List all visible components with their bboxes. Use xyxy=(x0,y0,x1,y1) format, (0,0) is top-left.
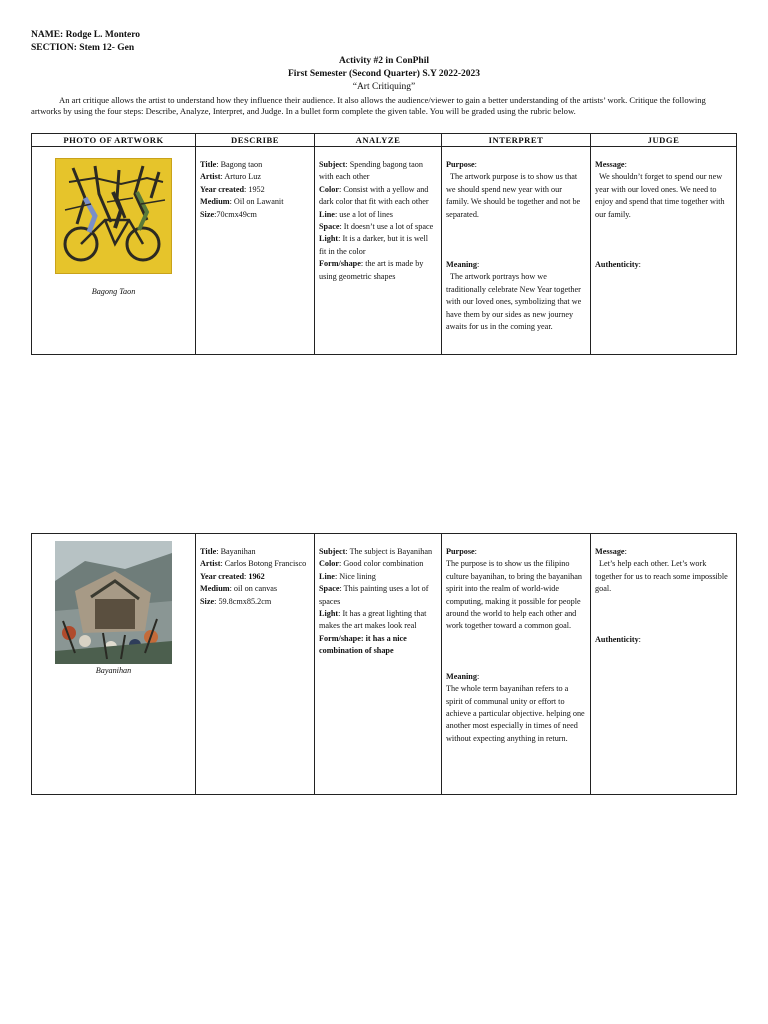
describe-artist: Artist: Carlos Botong Francisco xyxy=(200,559,307,569)
analyze-color: Color: Consist with a yellow and dark color that fit with each other xyxy=(319,184,429,207)
photo-cell xyxy=(32,534,196,795)
analyze-space: Space: It doesn’t use a lot of space xyxy=(319,222,434,232)
artwork-image-bayanihan xyxy=(55,541,172,664)
interpret-meaning: The artwork portrays how we traditionally celebrate New Year together with our loved ones, symbolizing that we have them by our sides as new journey awaits for us in the coming year. xyxy=(446,272,582,332)
describe-size: Size:70cmx49cm xyxy=(200,209,257,219)
judge-message: Let’s help each other. Let’s work together for us to reach some impossible goal. xyxy=(595,559,728,594)
describe-size: Size: 59.8cmx85.2cm xyxy=(200,596,272,606)
critique-table-1 xyxy=(31,133,737,355)
interpret-purpose-label: Purpose: xyxy=(446,547,477,556)
analyze-subject: Subject: Spending bagong taon with each other xyxy=(319,160,423,182)
judge-authenticity-label: Authenticity: xyxy=(595,260,641,270)
interpret-meaning: The whole term bayanihan refers to a spirit of communal unity or effort to achieve a particular objective. helping one another most especially in times of need without expecting anything in return. xyxy=(446,684,585,743)
intro-paragraph: An art critique allows the artist to understand how they influence their audience. It also allows the audience/viewer to gain a better understanding of the artists’ work. Critique the following artworks by using the four steps: Describe, Analyze, Interpret, and Judge. In a bullet form complete the given table. You will be graded using the rubric below. xyxy=(31,95,706,116)
column-header-photo: PHOTO OF ARTWORK xyxy=(32,134,196,147)
analyze-form: Form/shape: it has a nice combination of shape xyxy=(319,633,407,656)
analyze-light: Light: It has a great lighting that makes the art makes look real xyxy=(319,609,427,631)
analyze-form: Form/shape: the art is made by using geometric shapes xyxy=(319,259,424,281)
judge-message-label: Message: xyxy=(595,160,627,169)
activity-title: Activity #2 in ConPhil xyxy=(339,56,429,66)
student-section: SECTION: Stem 12- Gen xyxy=(31,43,135,53)
table-header-row xyxy=(32,134,737,147)
interpret-cell xyxy=(442,534,591,795)
describe-year: Year created: 1952 xyxy=(200,184,265,194)
table-row xyxy=(32,534,737,795)
judge-message: We shouldn’t forget to spend our new year with our loved ones. We need to enjoy and spend that time together with our family. xyxy=(595,172,725,219)
artwork-caption: Bagong Taon xyxy=(91,287,136,296)
judge-authenticity-label: Authenticity: xyxy=(595,634,641,644)
analyze-space: Space: This painting uses a lot of spaces xyxy=(319,584,429,606)
analyze-cell xyxy=(315,534,442,795)
describe-cell xyxy=(196,534,315,795)
artwork-image-bagong-taon xyxy=(55,158,172,274)
photo-cell xyxy=(32,147,196,355)
table-row xyxy=(32,147,737,355)
artwork-caption: Bayanihan xyxy=(95,666,132,675)
column-header-describe: DESCRIBE xyxy=(196,134,315,147)
describe-title: Title: Bagong taon xyxy=(200,160,263,169)
column-header-analyze: ANALYZE xyxy=(315,134,442,147)
column-header-judge: JUDGE xyxy=(591,134,737,147)
judge-cell xyxy=(591,147,737,355)
interpret-purpose: The artwork purpose is to show us that we should spend new year with our family. We should be together and not be separated. xyxy=(446,172,581,219)
interpret-purpose: The purpose is to show us the filipino culture bayanihan, to bring the bayanihan spirit into the realm of world-wide computing, making it possible for people around the world to help each other and work together toward a common goal. xyxy=(446,559,582,631)
describe-medium: Medium: oil on canvas xyxy=(200,584,278,594)
judge-cell xyxy=(591,534,737,795)
describe-year: Year created: 1962 xyxy=(200,571,265,581)
semester-line: First Semester (Second Quarter) S.Y 2022-2023 xyxy=(287,69,481,79)
document-subtitle: “Art Critiquing” xyxy=(352,82,416,92)
analyze-line: Line: use a lot of lines xyxy=(319,209,393,219)
analyze-subject: Subject: The subject is Bayanihan xyxy=(319,547,433,556)
analyze-cell xyxy=(315,147,442,355)
judge-message-label: Message: xyxy=(595,547,627,556)
describe-title: Title: Bayanihan xyxy=(200,547,256,556)
interpret-purpose-label: Purpose: xyxy=(446,160,477,169)
interpret-meaning-label: Meaning: xyxy=(446,671,480,681)
analyze-line: Line: Nice lining xyxy=(319,571,376,581)
column-header-interpret: INTERPRET xyxy=(442,134,591,147)
critique-table-2 xyxy=(31,533,737,795)
describe-medium: Medium: Oil on Lawanit xyxy=(200,197,284,207)
analyze-light: Light: It is a darker, but it is well fit in the color xyxy=(319,234,429,256)
interpret-meaning-label: Meaning: xyxy=(446,260,480,270)
analyze-color: Color: Good color combination xyxy=(319,559,424,569)
describe-cell xyxy=(196,147,315,355)
student-name: NAME: Rodge L. Montero xyxy=(31,30,141,40)
describe-artist: Artist: Arturo Luz xyxy=(200,172,261,182)
interpret-cell xyxy=(442,147,591,355)
